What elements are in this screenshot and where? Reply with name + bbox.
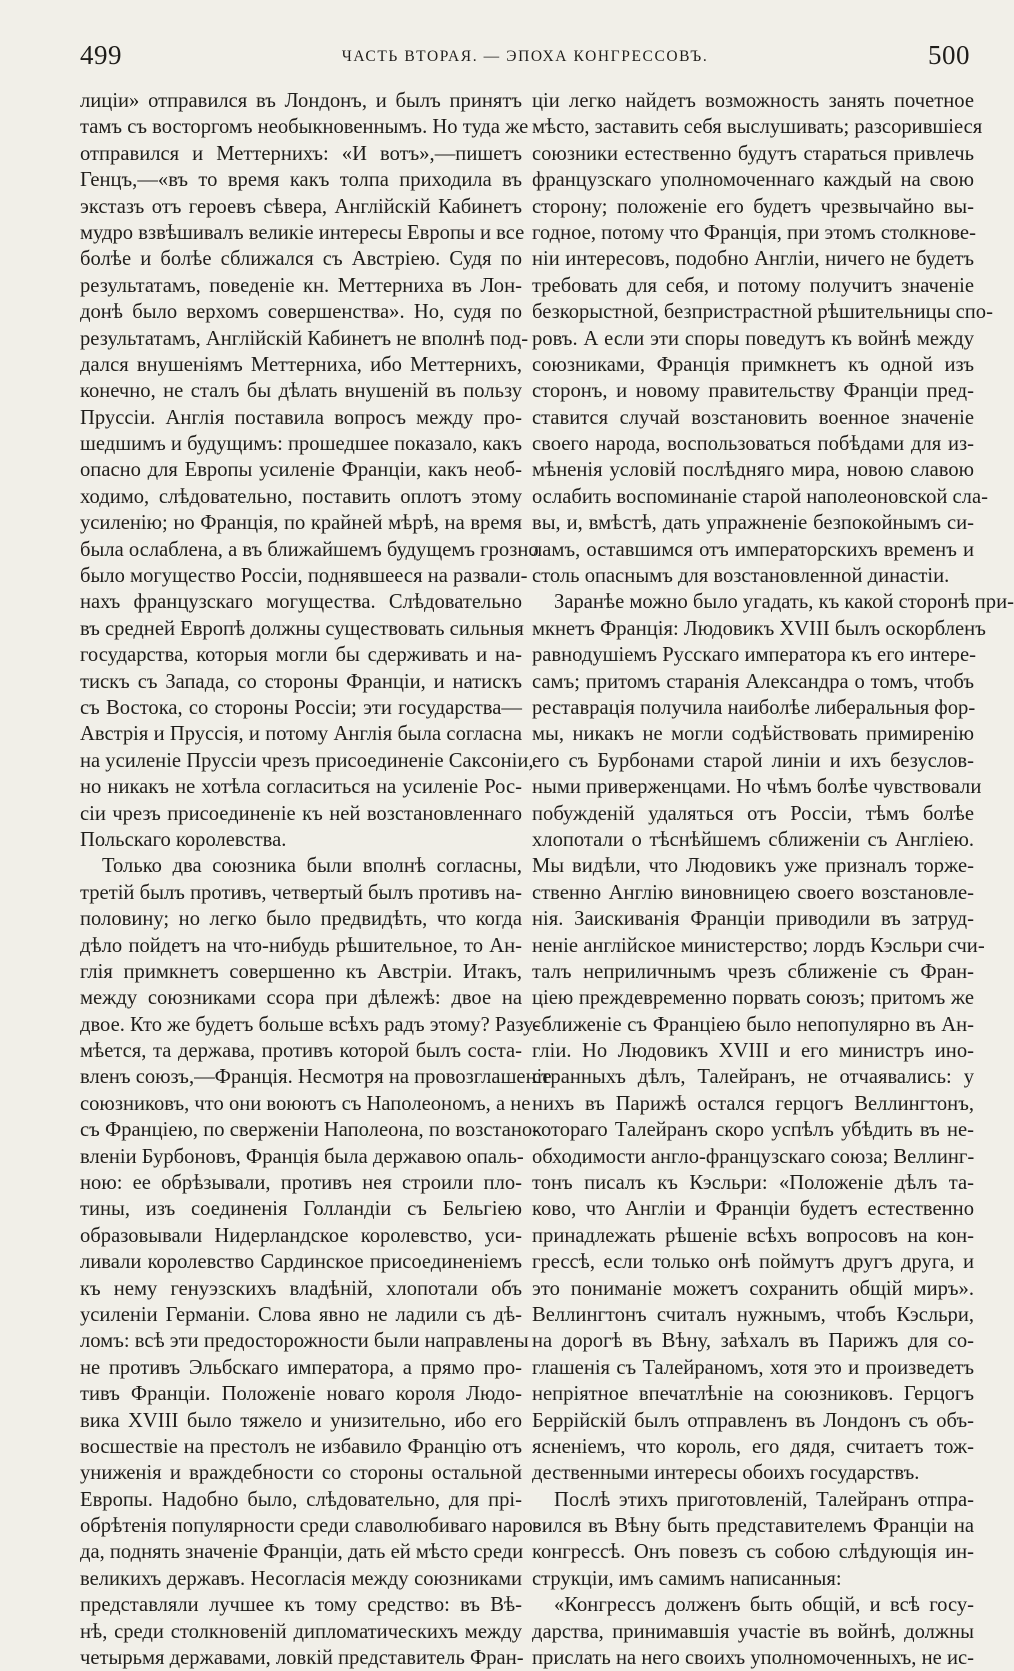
text-line: годное, потому что Франція, при этомъ столкнове- bbox=[532, 221, 976, 244]
text-line: дественными интересы обоихъ государствъ. bbox=[532, 1462, 920, 1485]
text-line: сіи чрезъ присоединеніе къ ней возстановленнаго bbox=[80, 802, 522, 825]
text-line: обходимости англо-французскаго союза; Веллинг- bbox=[532, 1145, 975, 1168]
text-line: униженія и враждебности со стороны остальной bbox=[80, 1462, 522, 1485]
text-line: столь опаснымъ для возстановленной династіи. bbox=[532, 565, 950, 588]
text-line: было могущество Россіи, поднявшееся на развали- bbox=[80, 565, 528, 588]
text-line: нѣ, среди столкновеній дипломатическихъ между bbox=[80, 1620, 522, 1643]
text-line: реставрація получила наиболѣе либеральныя фор- bbox=[532, 696, 976, 719]
text-line: ціи легко найдетъ возможность занять почетное bbox=[532, 90, 974, 112]
text-line: союзники естественно будутъ стараться привлечь bbox=[532, 142, 974, 165]
text-line: ною: ее обрѣзывали, противъ нея строили пло- bbox=[80, 1172, 522, 1195]
text-line: четырьмя державами, ловкій представитель Фран- bbox=[80, 1647, 524, 1670]
text-line: глія примкнетъ совершенно къ Австріи. Итакъ, bbox=[80, 960, 522, 983]
text-line: ставится случай возстановить военное значеніе bbox=[532, 406, 974, 429]
text-line: результатамъ, поведеніе кн. Меттерниха въ Лон- bbox=[80, 274, 522, 297]
text-line: конечно, не сталъ бы дѣлать внушеній въ пользу bbox=[80, 380, 522, 403]
text-line: ровъ. А если эти споры поведутъ къ войнѣ между bbox=[532, 327, 974, 350]
text-line: усиленію; но Франція, по крайней мѣрѣ, на время bbox=[80, 512, 522, 535]
text-line: мѣсто, заставить себя выслушивать; разсорившіеся bbox=[532, 116, 983, 139]
text-line: въ средней Европѣ должны существовать сильныя bbox=[80, 617, 524, 640]
text-line: грессѣ, если только онѣ поймутъ другъ друга, и bbox=[532, 1251, 974, 1274]
text-line: мудро взвѣшивалъ великіе интересы Европы и все bbox=[80, 221, 525, 244]
text-line: струкціи, имъ самимъ написанныя: bbox=[532, 1567, 842, 1590]
text-line: Пруссіи. Англія поставила вопросъ между про- bbox=[80, 406, 522, 429]
text-line: мѣется, та держава, противъ которой былъ соста- bbox=[80, 1040, 522, 1063]
left-column bbox=[80, 88, 552, 1670]
text-line: мкнетъ Франція: Людовикъ XVIII былъ оскорбленъ bbox=[532, 617, 986, 640]
text-line: ціею преждевременно порвать союзъ; притомъ же bbox=[532, 987, 974, 1010]
text-line: между союзниками ссора при дѣлежѣ: двое на bbox=[80, 987, 522, 1010]
text-line: обрѣтенія популярности среди славолюбиваго наро- bbox=[80, 1515, 540, 1538]
text-line: неніе англійское министерство; лордъ Кэсльри счи- bbox=[532, 934, 985, 957]
text-line: ясненіемъ, что король, его дядя, считаетъ тож- bbox=[532, 1435, 974, 1458]
text-line: дѣло пойдетъ на что-нибудь рѣшительное, то Ан- bbox=[80, 934, 522, 957]
text-line: дался внушеніямъ Меттерниха, ибо Меттернихъ, bbox=[80, 353, 522, 376]
text-line: требовать для себя, и потому получитъ значеніе bbox=[532, 274, 974, 297]
text-line: Австрія и Пруссія, и потому Англія была согласна bbox=[80, 723, 522, 746]
text-line: французскаго уполномоченнаго каждый на свою bbox=[532, 169, 974, 192]
text-line: ламъ, оставшимся отъ императорскихъ временъ и bbox=[532, 538, 974, 561]
text-line: самъ; притомъ старанія Александра о томъ, чтобъ bbox=[532, 670, 974, 693]
text-line: ливали королевство Сардинское присоединеніемъ bbox=[80, 1251, 522, 1274]
text-line: двое. Кто же будетъ больше всѣхъ радъ этому? Разу- bbox=[80, 1013, 541, 1036]
text-line: безкорыстной, безпристрастной рѣшительницы спо- bbox=[532, 301, 993, 324]
text-line: равнодушіемъ Русскаго императора къ его интере- bbox=[532, 644, 976, 667]
text-line: хлопотали о тѣснѣйшемъ сближеніи съ Англіею. bbox=[532, 828, 974, 851]
text-line: лиціи» отправился въ Лондонъ, и былъ принятъ bbox=[80, 90, 522, 112]
text-line: Веллингтонъ считалъ нужнымъ, чтобъ Кэсльри, bbox=[532, 1303, 974, 1326]
text-line: отправился и Меттернихъ: «И вотъ»,—пишетъ bbox=[80, 142, 522, 165]
text-line: тины, изъ соединенія Голландіи съ Бельгіею bbox=[80, 1198, 522, 1221]
text-line: Мы видѣли, что Людовикъ уже призналъ торже- bbox=[532, 855, 974, 878]
text-line: это пониманіе можетъ сохранить общій миръ». bbox=[532, 1277, 974, 1300]
text-line: къ нему генуэзскихъ владѣній, хлопотали объ bbox=[80, 1277, 522, 1300]
text-line: болѣе и болѣе сближался съ Австріею. Судя по bbox=[80, 248, 522, 271]
text-line: ніи интересовъ, подобно Англіи, ничего не будетъ bbox=[532, 248, 974, 271]
page-number-right: 500 bbox=[928, 40, 970, 70]
text-line: ково, что Англіи и Франціи будетъ естественно bbox=[532, 1198, 974, 1221]
text-line: талъ неприличнымъ чрезъ сближеніе съ Фран- bbox=[532, 960, 974, 983]
text-line: результатамъ, Англійскій Кабинетъ не вполнѣ под- bbox=[80, 327, 529, 350]
text-line: своего народа, воспользоваться побѣдами для из- bbox=[532, 433, 974, 456]
text-line: глашенія съ Талейраномъ, хотя это и произведетъ bbox=[532, 1356, 974, 1379]
text-line: принадлежать рѣшеніе всѣхъ вопросовъ на кон- bbox=[532, 1224, 974, 1247]
text-line: нахъ французскаго могущества. Слѣдовательно bbox=[80, 591, 522, 614]
text-line: ломъ: всѣ эти предосторожности были направлены bbox=[80, 1330, 529, 1353]
text-line: ходимо, слѣдовательно, поставить оплотъ этому bbox=[80, 485, 522, 508]
text-line: вика XVIII было тяжело и унизительно, ибо его bbox=[80, 1409, 522, 1432]
page-header bbox=[80, 40, 970, 80]
text-line: вился въ Вѣну быть представителемъ Франціи на bbox=[532, 1515, 974, 1538]
right-column bbox=[532, 88, 1014, 1670]
text-line: «Конгрессъ долженъ быть общій, и всѣ госу- bbox=[554, 1594, 974, 1617]
text-line: представляли лучшее къ тому средство: въ Вѣ- bbox=[80, 1594, 522, 1617]
text-line: была ослаблена, а въ ближайшемъ будущемъ грозно bbox=[80, 538, 539, 561]
text-line: его съ Бурбонами старой линіи и ихъ безуслов- bbox=[532, 749, 974, 772]
text-line: нихъ въ Парижѣ остался герцогъ Веллингтонъ, bbox=[532, 1092, 974, 1115]
text-line: Генцъ,—«въ то время какъ толпа приходила въ bbox=[80, 169, 522, 192]
text-line: вленъ союзъ,—Франція. Несмотря на провозглашеніе bbox=[80, 1066, 552, 1089]
text-line: половину; но легко было предвидѣть, что когда bbox=[80, 908, 522, 931]
text-line: сторону; положеніе его будетъ чрезвычайно вы- bbox=[532, 195, 974, 218]
text-line: тивъ Франціи. Положеніе новаго короля Людо- bbox=[80, 1383, 522, 1406]
text-line: тонъ писалъ къ Кэсльри: «Положеніе дѣлъ та- bbox=[532, 1172, 974, 1195]
text-line: на усиленіе Пруссіи чрезъ присоединеніе Саксоніи, bbox=[80, 749, 534, 772]
text-line: тамъ съ восторгомъ необыкновеннымъ. Но туда же bbox=[80, 116, 529, 139]
text-line: странныхъ дѣлъ, Талейранъ, не отчаявались: у bbox=[532, 1066, 974, 1089]
text-line: съ Востока, со стороны Россіи; эти государства— bbox=[80, 696, 522, 719]
text-line: сближеніе съ Франціею было непопулярно въ Ан- bbox=[532, 1013, 974, 1036]
text-line: непріятное впечатлѣніе на союзниковъ. Герцогъ bbox=[532, 1383, 974, 1406]
text-line: ослабить воспоминаніе старой наполеоновской сла- bbox=[532, 485, 988, 508]
text-line: усиленіи Германіи. Слова явно не ладили съ дѣ- bbox=[80, 1303, 522, 1326]
text-line: Европы. Надобно было, слѣдовательно, для прі- bbox=[80, 1488, 522, 1511]
text-line: нія. Заискиванія Франціи приводили въ затруд- bbox=[532, 908, 974, 931]
text-line: вленіи Бурбоновъ, Франція была державою опаль- bbox=[80, 1145, 524, 1168]
text-line: не противъ Эльбскаго императора, а прямо про- bbox=[80, 1356, 522, 1379]
text-line: Только два союзника были вполнѣ согласны, bbox=[102, 855, 522, 878]
text-line: союзниками, Франція примкнетъ къ одной изъ bbox=[532, 353, 974, 376]
text-line: дарства, принимавшія участіе въ войнѣ, должны bbox=[532, 1620, 974, 1643]
text-line: да, поднять значеніе Франціи, дать ей мѣсто среди bbox=[80, 1541, 524, 1564]
text-line: восшествіе на престолъ не избавило Францію отъ bbox=[80, 1435, 522, 1458]
running-title: ЧАСТЬ ВТОРАЯ. — ЭПОХА КОНГРЕССОВЪ. bbox=[341, 48, 709, 65]
text-line: прислать на него своихъ уполномоченныхъ, не ис- bbox=[532, 1647, 974, 1670]
text-line: третій былъ противъ, четвертый былъ противъ на- bbox=[80, 881, 522, 904]
text-line: экстазъ отъ героевъ сѣвера, Англійскій Кабинетъ bbox=[80, 195, 522, 218]
text-line: Послѣ этихъ приготовленій, Талейранъ отпра- bbox=[554, 1488, 974, 1511]
text-line: Беррійскій былъ отправленъ въ Лондонъ съ объ- bbox=[532, 1409, 974, 1432]
text-line: мѣненія условій послѣдняго мира, новою славою bbox=[532, 459, 974, 482]
text-line: союзниковъ, что они воюютъ съ Наполеономъ, а не bbox=[80, 1092, 531, 1115]
text-line: вы, и, вмѣстѣ, дать упражненіе безпокойнымъ си- bbox=[532, 512, 974, 535]
text-line: мы, никакъ не могли содѣйствовать примиренію bbox=[532, 723, 974, 746]
text-line: великихъ державъ. Несогласія между союзниками bbox=[80, 1567, 522, 1590]
text-line: ными приверженцами. Но чѣмъ болѣе чувствовали bbox=[532, 776, 982, 799]
text-line: съ Франціею, по сверженіи Наполеона, по возстано- bbox=[80, 1119, 540, 1142]
page-number-left: 499 bbox=[80, 40, 122, 70]
text-line: на дорогѣ въ Вѣну, заѣхалъ въ Парижъ для со- bbox=[532, 1330, 974, 1353]
text-line: котораго Талейранъ скоро успѣлъ убѣдить въ не- bbox=[532, 1119, 974, 1142]
text-line: шедшимъ и будущимъ: прошедшее показало, какъ bbox=[80, 433, 523, 456]
text-line: Заранѣе можно было угадать, къ какой сторонѣ при- bbox=[554, 591, 1014, 614]
text-line: побужденій удаляться отъ Россіи, тѣмъ болѣе bbox=[532, 802, 974, 825]
text-line: конгрессѣ. Онъ повезъ съ собою слѣдующія ин- bbox=[532, 1541, 974, 1564]
text-line: но никакъ не хотѣла согласиться на усиленіе Рос- bbox=[80, 776, 522, 799]
text-line: опасно для Европы усиленіе Франціи, какъ необ- bbox=[80, 459, 522, 482]
text-line: ственно Англію виновницею своего возстановле- bbox=[532, 881, 974, 904]
text-line: тискъ съ Запада, со стороны Франціи, и натискъ bbox=[80, 670, 522, 693]
text-line: Польскаго королевства. bbox=[80, 828, 287, 851]
text-line: государства, которыя могли бы сдерживать и на- bbox=[80, 644, 522, 667]
text-line: донѣ было верхомъ совершенства». Но, судя по bbox=[80, 301, 522, 324]
text-line: образовывали Нидерландское королевство, уси- bbox=[80, 1224, 522, 1247]
text-line: гліи. Но Людовикъ XVIII и его министръ ино- bbox=[532, 1040, 974, 1063]
text-line: сторонъ, и новому правительству Франціи пред- bbox=[532, 380, 974, 403]
